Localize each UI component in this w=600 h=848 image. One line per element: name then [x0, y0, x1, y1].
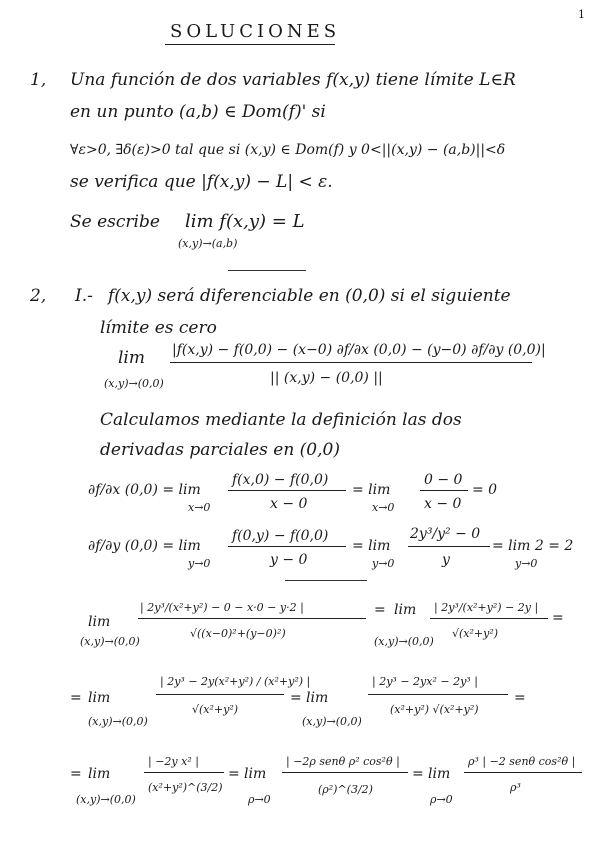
step1-eq: =	[374, 602, 386, 618]
dfdx-num2: 0 − 0	[424, 472, 463, 488]
step3-end-sub: ρ→0	[430, 793, 453, 806]
step3-num: | −2y x² |	[148, 755, 199, 768]
q2-line1: f(x,y) será diferenciable en (0,0) si el siguiente	[108, 286, 511, 306]
dfdy-den: y − 0	[270, 552, 308, 568]
q2-line4: derivadas parciales en (0,0)	[100, 440, 340, 460]
dfdy-fraction-bar	[228, 546, 346, 547]
step2-mid-num: | 2y³ − 2yx² − 2y³ |	[372, 675, 478, 688]
q2-line3: Calculamos mediante la definición las dos	[100, 410, 462, 430]
step1-den: √((x−0)²+(y−0)²)	[190, 627, 286, 640]
step1-num: | 2y³/(x²+y²) − 0 − x·0 − y·2 |	[140, 601, 304, 614]
dfdx-lhs: ∂f/∂x (0,0) = lim	[88, 482, 201, 498]
big-fraction-denominator: || (x,y) − (0,0) ||	[270, 370, 383, 386]
step1-mid-den: √(x²+y²)	[452, 627, 499, 640]
q1-line3: ∀ε>0, ∃δ(ε)>0 tal que si (x,y) ∈ Dom(f) y 0<||(x,y) − (a,b)||<δ	[70, 142, 506, 158]
q1-limit-subscript: (x,y)→(a,b)	[178, 237, 238, 250]
step1-lim: lim	[88, 614, 111, 630]
step2-mid-lim: lim	[306, 690, 329, 706]
step2-lim: lim	[88, 690, 111, 706]
q1-line2: en un punto (a,b) ∈ Dom(f)' si	[70, 102, 326, 122]
section-separator	[228, 270, 306, 271]
step3-mid-sub: ρ→0	[248, 793, 271, 806]
step3-mid-eq: =	[228, 766, 240, 782]
step2-fraction-bar	[156, 694, 284, 695]
dfdx-sub2: x→0	[372, 501, 395, 514]
step3-end-num: ρ³ | −2 senθ cos²θ |	[468, 755, 576, 768]
big-limit-word: lim	[118, 348, 145, 368]
big-fraction-bar	[170, 362, 532, 363]
step3-sub: (x,y)→(0,0)	[76, 793, 136, 806]
step2-trailing-eq: =	[514, 690, 526, 706]
step1-mid-sub: (x,y)→(0,0)	[374, 635, 434, 648]
dfdx-den2: x − 0	[424, 496, 462, 512]
step3-end-eq: =	[412, 766, 424, 782]
step3-fraction-bar	[144, 772, 224, 773]
step2-mid-sub: (x,y)→(0,0)	[302, 715, 362, 728]
step2-num: | 2y³ − 2y(x²+y²) / (x²+y²) |	[160, 675, 311, 688]
q1-line5-prefix: Se escribe	[70, 212, 160, 232]
step3-mid-lim: lim	[244, 766, 267, 782]
step1-mid-fraction-bar	[430, 618, 548, 619]
q2-line2: límite es cero	[100, 318, 217, 338]
dfdx-sub: x→0	[188, 501, 211, 514]
step3-mid-num: | −2ρ senθ ρ² cos²θ |	[286, 755, 400, 768]
q1-number: 1,	[30, 70, 47, 90]
step1-fraction-bar	[138, 618, 366, 619]
dfdx-fraction-bar	[228, 490, 346, 491]
step3-end-fraction-bar	[464, 772, 582, 773]
dfdy-sub2: y→0	[372, 557, 395, 570]
step2-eq: =	[70, 690, 82, 706]
dfdy-num: f(0,y) − f(0,0)	[232, 528, 329, 544]
step1-sub: (x,y)→(0,0)	[80, 635, 140, 648]
dfdy-result-sub: y→0	[515, 557, 538, 570]
q2-number: 2,	[30, 286, 47, 306]
big-limit-subscript: (x,y)→(0,0)	[104, 377, 164, 390]
step3-eq: =	[70, 766, 82, 782]
dfdx-fraction-bar2	[420, 490, 468, 491]
step3-end-den: ρ³	[510, 781, 521, 794]
step3-lim: lim	[88, 766, 111, 782]
dfdx-den: x − 0	[270, 496, 308, 512]
dfdy-result: = lim 2 = 2	[492, 538, 574, 554]
dfdy-mid: = lim	[352, 538, 391, 554]
title-underline	[165, 44, 335, 45]
page-title: SOLUCIONES	[170, 21, 341, 42]
step2-sub: (x,y)→(0,0)	[88, 715, 148, 728]
big-fraction-numerator: |f(x,y) − f(0,0) − (x−0) ∂f/∂x (0,0) − (y−0) ∂f/∂y (0,0)|	[172, 342, 546, 358]
dfdy-num2: 2y³/y² − 0	[410, 526, 481, 542]
step3-end-lim: lim	[428, 766, 451, 782]
step2-mid-den: (x²+y²) √(x²+y²)	[390, 703, 479, 716]
q2-part: I.-	[75, 286, 93, 306]
dfdx-result: = 0	[472, 482, 498, 498]
page-number: 1	[578, 8, 585, 21]
separator-2	[285, 580, 367, 581]
q1-line1: Una función de dos variables f(x,y) tiene límite L∈R	[70, 70, 516, 90]
step2-mid-fraction-bar	[368, 694, 508, 695]
step3-den: (x²+y²)^(3/2)	[148, 781, 223, 794]
q1-limit-expression: lim f(x,y) = L	[185, 211, 305, 232]
q1-line4: se verifica que |f(x,y) − L| < ε.	[70, 172, 333, 192]
step1-mid-num: | 2y³/(x²+y²) − 2y |	[434, 601, 539, 614]
step3-mid-den: (ρ²)^(3/2)	[318, 783, 373, 796]
dfdx-mid: = lim	[352, 482, 391, 498]
step1-mid-lim: lim	[394, 602, 417, 618]
step3-mid-fraction-bar	[282, 772, 408, 773]
step2-den: √(x²+y²)	[192, 703, 239, 716]
step2-mid-eq: =	[290, 690, 302, 706]
step1-trailing-eq: =	[552, 610, 564, 626]
dfdy-lhs: ∂f/∂y (0,0) = lim	[88, 538, 201, 554]
dfdy-sub: y→0	[188, 557, 211, 570]
dfdy-fraction-bar2	[408, 546, 490, 547]
dfdx-num: f(x,0) − f(0,0)	[232, 472, 329, 488]
dfdy-den2: y	[442, 552, 450, 568]
